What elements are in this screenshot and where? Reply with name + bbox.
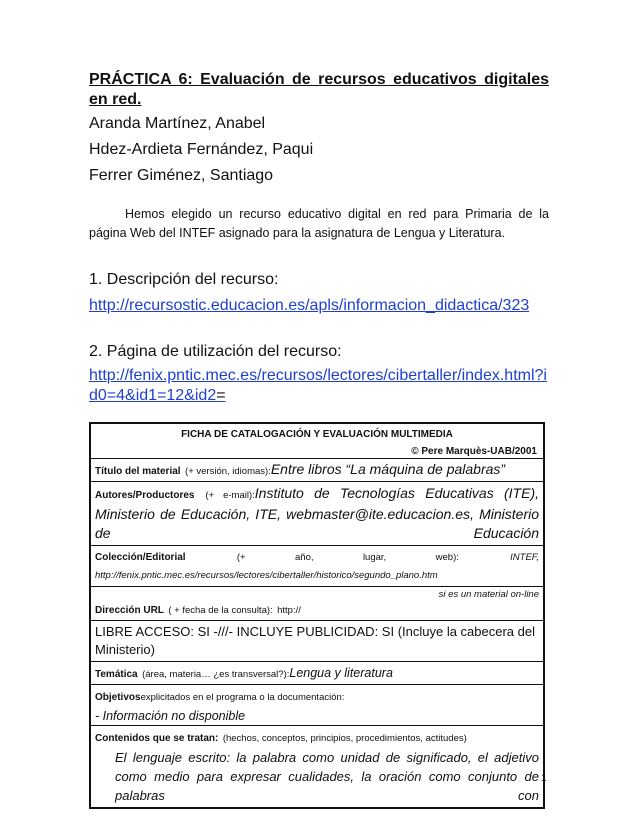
autores-label: Autores/Productores [95,490,195,501]
online-note: si es un material on-line [438,589,539,600]
row-coleccion [91,546,543,587]
coleccion-hint: (+ año, lugar, web): [236,552,459,563]
row-objetivos [91,685,543,726]
libre-text: LIBRE ACCESO: SI -///- INCLUYE PUBLICIDAD: SI (Incluye la cabecera del Ministerio) [95,624,535,657]
autores-value: Instituto de Tecnologías Educativas (ITE), Ministerio de Educación, ITE, webmaster@ite.educacion.es, Ministerio de Educación [95,485,539,541]
tematica-value: Lengua y literatura [289,666,393,680]
copyright-icon: © [411,446,419,457]
row-autores [91,482,543,546]
section-1-heading: 1. Descripción del recurso: [89,271,279,288]
tematica-label: Temática [95,669,138,680]
autores-hint: (+ e-mail): [205,490,255,501]
document-title: PRÁCTICA 6: Evaluación de recursos educativos digitales en red. [89,71,549,108]
tematica-hint: (área, materia… ¿es transversal?): [142,669,290,680]
row-contenidos [91,726,543,807]
section-2-heading: 2. Página de utilización del recurso: [89,343,342,360]
section-2-link-tail: = [216,387,226,404]
evaluation-form [89,422,545,809]
author-2: Hdez-Ardieta Fernández, Paqui [89,141,314,158]
row-direccion [91,587,543,621]
titulo-value: Entre libros “La máquina de palabras” [270,461,506,477]
intro-paragraph [89,205,549,243]
direccion-value: http:// [277,605,301,616]
author-3: Ferrer Giménez, Santiago [89,167,274,184]
row-libre [91,621,543,662]
objetivos-value: - Información no disponible [95,709,246,723]
titulo-label: Título del material [95,466,181,477]
coleccion-value: INTEF, http://fenix.pntic.mec.es/recursos/lectores/cibertaller/historico/segundo_plano.htm [95,552,539,581]
author-1: Aranda Martínez, Anabel [89,115,266,132]
form-header [91,424,543,459]
form-copyright [411,446,537,457]
section-2-link-text[interactable]: http://fenix.pntic.mec.es/recursos/lectores/cibertaller/index.html?id0=4&id1=12&id2 [89,367,547,404]
row-titulo [91,459,543,482]
contenidos-hint: (hechos, conceptos, principios, procedimientos, actitudes) [222,733,467,744]
titulo-hint: (+ versión, idiomas): [185,466,271,477]
objetivos-hint: explicitados en el programa o la documentación: [140,692,345,703]
form-title: FICHA DE CATALOGACIÓN Y EVALUACIÓN MULTIMEDIA [181,429,453,440]
section-1-link[interactable]: http://recursostic.educacion.es/apls/informacion_didactica/323 [89,297,530,314]
contenidos-label: Contenidos que se tratan: [95,733,219,744]
contenidos-value: El lenguaje escrito: la palabra como unidad de significado, el adjetivo como medio para expresar cualidades, la oración como conjunto de palabras con [115,750,539,803]
coleccion-label: Colección/Editorial [95,552,186,563]
direccion-hint: ( + fecha de la consulta): [168,605,273,616]
section-2-link[interactable] [89,366,549,406]
direccion-label: Dirección URL [95,605,164,616]
row-tematica [91,662,543,685]
copyright-text: Pere Marquès-UAB/2001 [421,446,537,457]
intro-text: Hemos elegido un recurso educativo digital en red para Primaria de la página Web del INTEF asignado para la asignatura de Lengua y Literatura. [89,207,549,240]
page-number: 1 [541,773,547,784]
objetivos-label: Objetivos [95,692,141,703]
